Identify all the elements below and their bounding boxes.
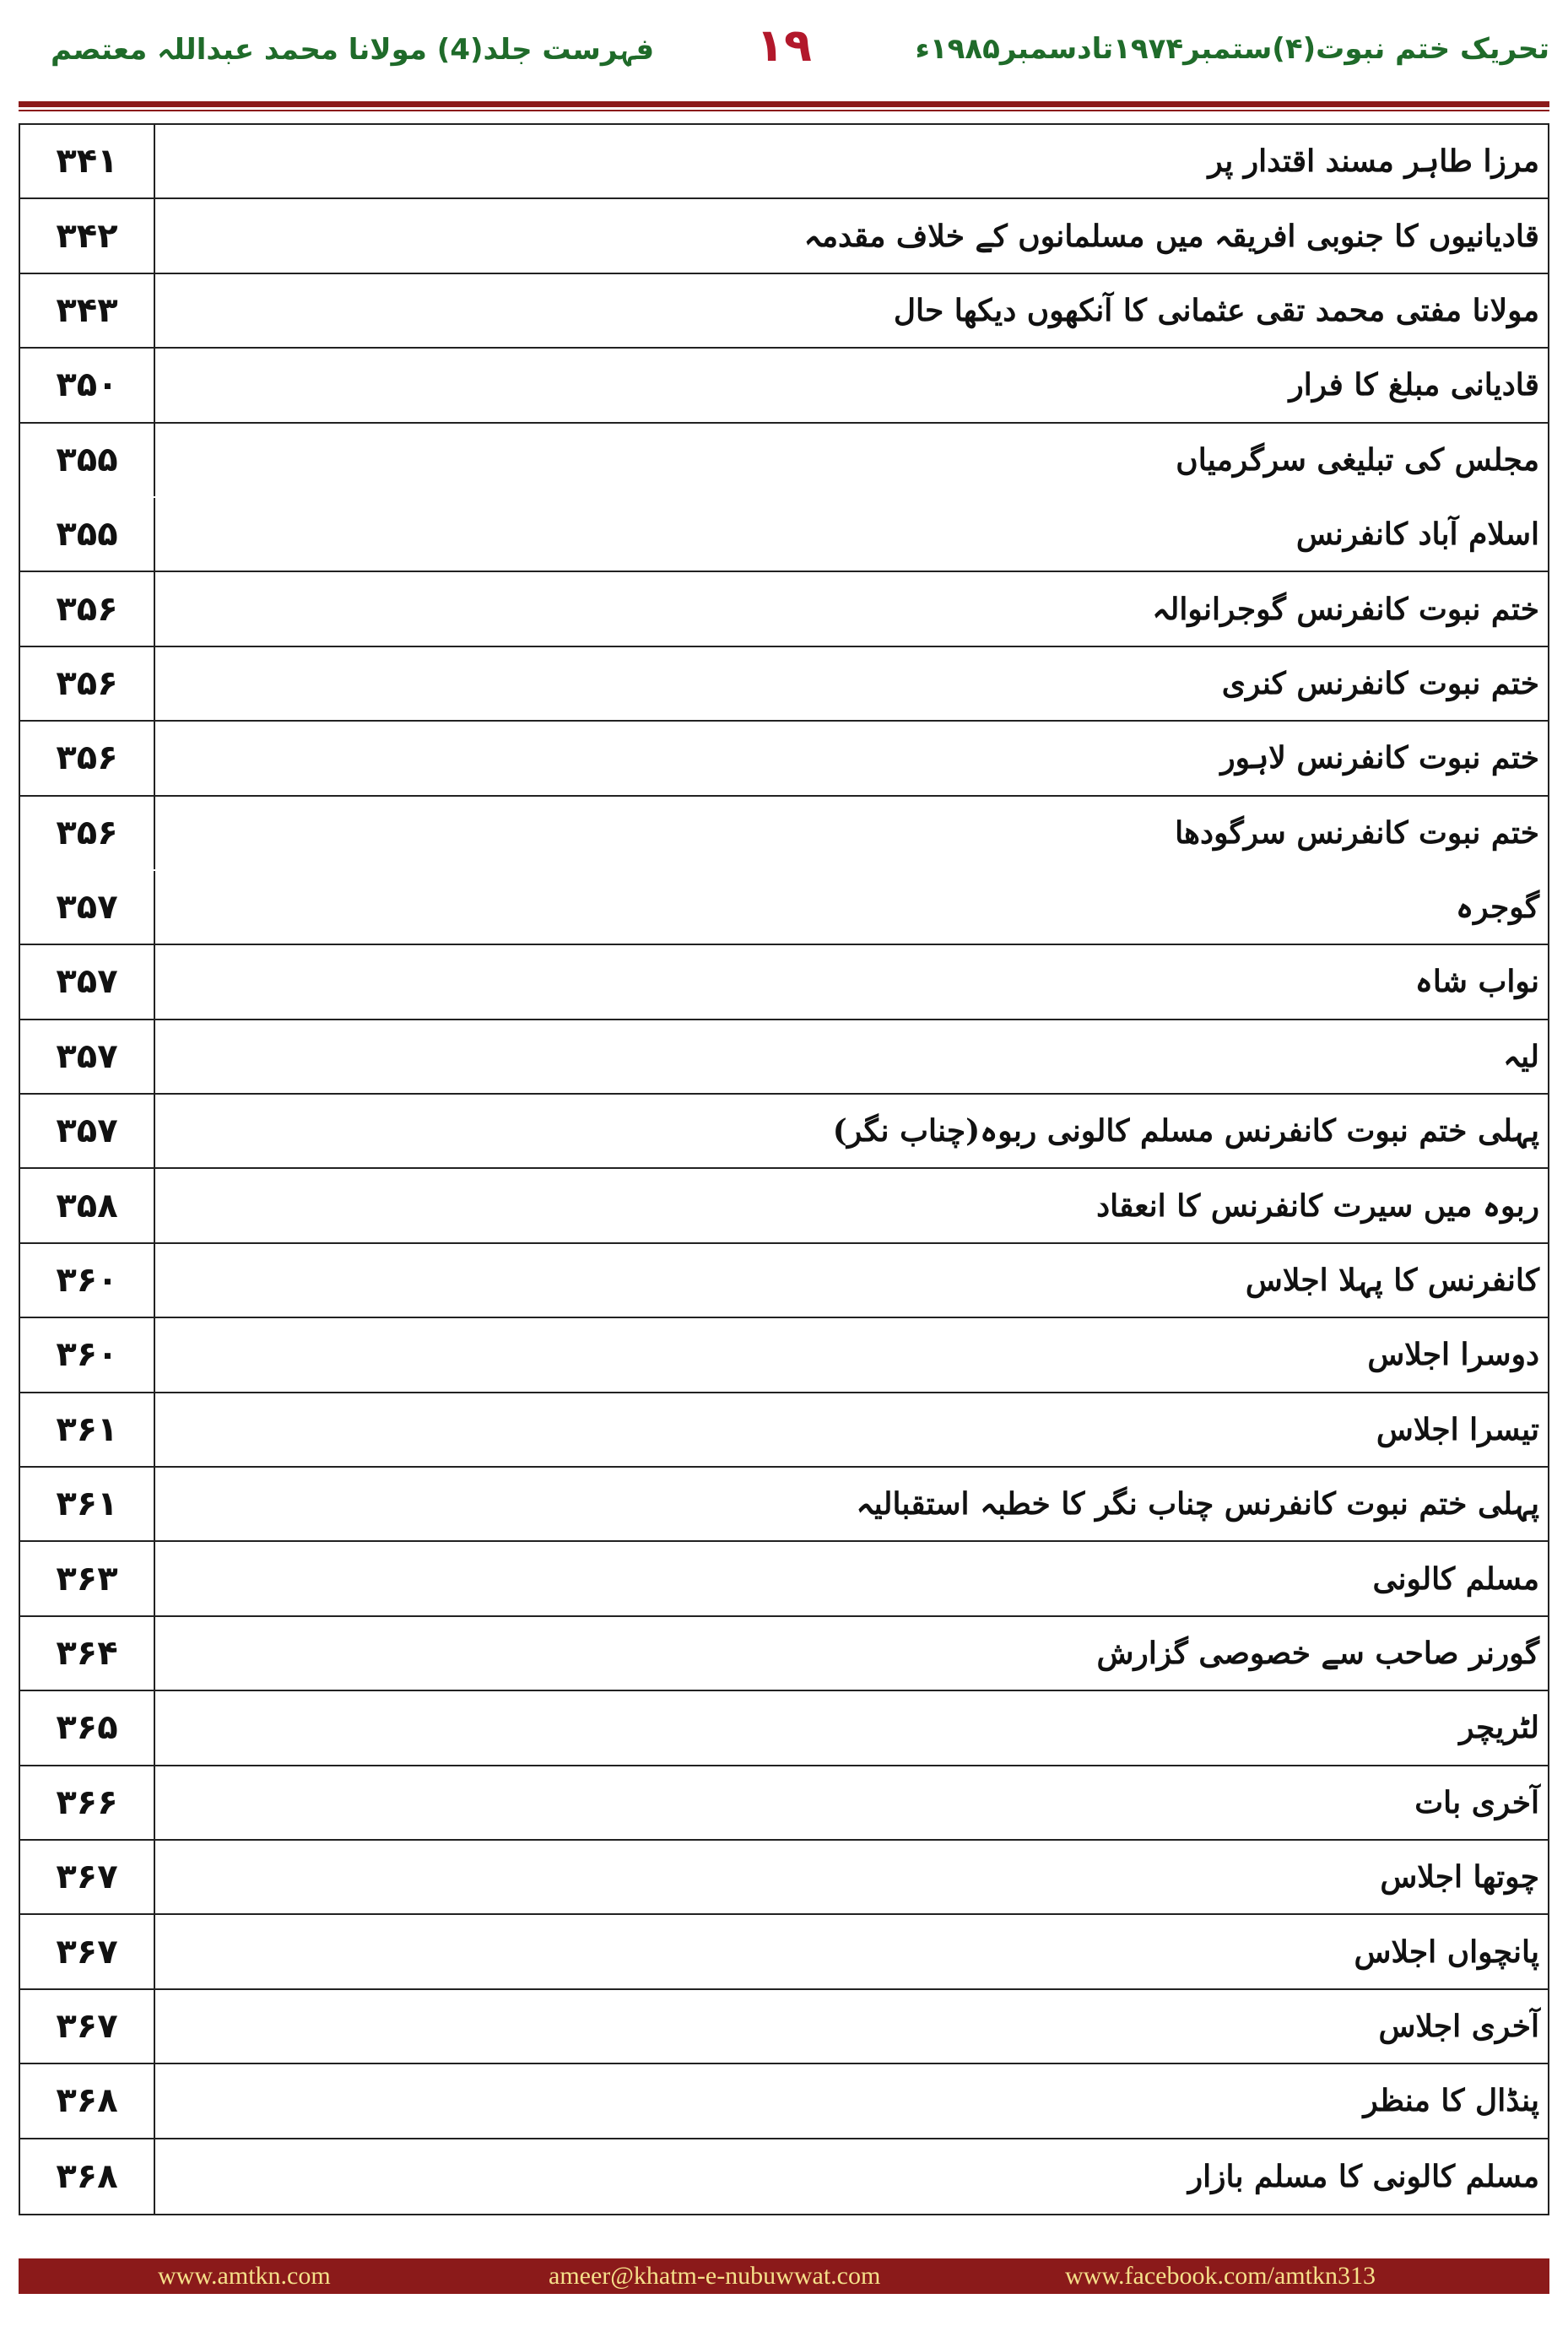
toc-page-number: ۳۶۱: [20, 1468, 155, 1540]
toc-page-number: ۳۶۰: [20, 1244, 155, 1317]
toc-entry-title: مولانا مفتی محمد تقی عثمانی کا آنکھوں دیکھا حال: [893, 292, 1539, 328]
website-link[interactable]: www.amtkn.com: [158, 2262, 331, 2290]
page-header: [0, 0, 1568, 101]
toc-entry-title: تیسرا اجلاس: [1376, 1411, 1539, 1447]
table-row: [20, 424, 1548, 498]
toc-entry-title: کانفرنس کا پہلا اجلاس: [1245, 1263, 1539, 1299]
toc-entry-title: قادیانیوں کا جنوبی افریقہ میں مسلمانوں کے خلاف مقدمہ: [803, 218, 1539, 254]
table-row: [20, 1468, 1548, 1542]
toc-page-number: ۳۴۳: [20, 274, 155, 347]
header-divider-thin: [19, 110, 1549, 111]
table-row: [20, 125, 1548, 199]
toc-page-number: ۳۵۶: [20, 572, 155, 645]
toc-page-number: ۳۶۷: [20, 1841, 155, 1913]
table-row: [20, 572, 1548, 646]
index-volume-title: فہرست جلد(4) مولانا محمد عبداللہ معتصم: [51, 33, 655, 67]
toc-page-number: ۳۵۵: [20, 498, 155, 571]
toc-entry-title: نواب شاہ: [1414, 964, 1539, 1000]
toc-entry-title: آخری اجلاس: [1378, 2008, 1539, 2044]
toc-entry-title: پہلی ختم نبوت کانفرنس چناب نگر کا خطبہ استقبالیہ: [856, 1486, 1539, 1523]
toc-page-number: ۳۵۵: [20, 424, 155, 496]
table-row: [20, 1020, 1548, 1095]
table-row: [20, 199, 1548, 273]
toc-page-number: ۳۶۸: [20, 2139, 155, 2214]
toc-page-number: ۳۵۸: [20, 1169, 155, 1241]
table-row: [20, 1542, 1548, 1616]
toc-entry-title: پانچواں اجلاس: [1354, 1934, 1539, 1970]
toc-page-number: ۳۵۶: [20, 797, 155, 869]
toc-page-number: ۳۶۴: [20, 1617, 155, 1690]
toc-entry-title: قادیانی مبلغ کا فرار: [1289, 367, 1539, 403]
toc-entry-title: ربوہ میں سیرت کانفرنس کا انعقاد: [1096, 1187, 1539, 1224]
table-row: [20, 1244, 1548, 1318]
page-footer: [19, 2258, 1549, 2294]
table-row: [20, 1691, 1548, 1766]
toc-page-number: ۳۵۶: [20, 647, 155, 720]
toc-page-number: ۳۵۰: [20, 349, 155, 421]
toc-page-number: ۳۴۱: [20, 125, 155, 197]
facebook-link[interactable]: www.facebook.com/amtkn313: [1065, 2262, 1376, 2290]
toc-entry-title: دوسرا اجلاس: [1367, 1337, 1539, 1373]
toc-page-number: ۳۴۲: [20, 199, 155, 272]
table-row: [20, 1841, 1548, 1915]
table-row: [20, 498, 1548, 572]
toc-page-number: ۳۵۶: [20, 722, 155, 794]
toc-page-number: ۳۶۵: [20, 1691, 155, 1764]
header-divider: [19, 101, 1549, 107]
table-row: [20, 1990, 1548, 2064]
table-row: [20, 1169, 1548, 1243]
toc-page-number: ۳۵۷: [20, 945, 155, 1018]
email-link[interactable]: ameer@khatm-e-nubuwwat.com: [549, 2262, 881, 2290]
table-row: [20, 1915, 1548, 1989]
toc-page-number: ۳۶۶: [20, 1766, 155, 1839]
table-row: [20, 722, 1548, 796]
toc-entry-title: لیہ: [1503, 1038, 1539, 1074]
table-row: [20, 1617, 1548, 1691]
toc-page-number: ۳۵۷: [20, 1020, 155, 1093]
table-row: [20, 797, 1548, 871]
toc-entry-title: مسلم کالونی کا مسلم بازار: [1187, 2158, 1539, 2194]
table-row: [20, 871, 1548, 945]
table-row: [20, 274, 1548, 349]
toc-page-number: ۳۵۷: [20, 871, 155, 944]
toc-entry-title: چوتھا اجلاس: [1380, 1859, 1539, 1896]
toc-entry-title: اسلام آباد کانفرنس: [1295, 517, 1539, 553]
toc-entry-title: ختم نبوت کانفرنس سرگودھا: [1175, 814, 1539, 851]
toc-entry-title: ختم نبوت کانفرنس گوجرانوالہ: [1152, 591, 1539, 627]
toc-page-number: ۳۶۷: [20, 1915, 155, 1988]
toc-entry-title: ختم نبوت کانفرنس کنری: [1221, 665, 1539, 701]
toc-page-number: ۳۶۱: [20, 1393, 155, 1466]
toc-entry-title: پنڈال کا منظر: [1363, 2083, 1539, 2119]
toc-page-number: ۳۶۳: [20, 1542, 155, 1615]
toc-entry-title: گورنر صاحب سے خصوصی گزارش: [1096, 1636, 1539, 1671]
toc-entry-title: گوجرہ: [1456, 890, 1539, 926]
toc-page-number: ۳۶۸: [20, 2064, 155, 2137]
toc-entry-title: پہلی ختم نبوت کانفرنس مسلم کالونی ربوہ(چناب نگر): [832, 1113, 1539, 1149]
toc-entry-title: مرزا طاہر مسند اقتدار پر: [1208, 143, 1539, 180]
toc-page-number: ۳۶۰: [20, 1318, 155, 1391]
table-row: [20, 945, 1548, 1020]
table-row: [20, 1766, 1548, 1841]
table-of-contents: [19, 123, 1549, 2215]
table-row: [20, 1393, 1548, 1468]
toc-entry-title: ختم نبوت کانفرنس لاہور: [1220, 740, 1539, 776]
toc-entry-title: مجلس کی تبلیغی سرگرمیاں: [1176, 441, 1539, 478]
table-row: [20, 1318, 1548, 1393]
toc-entry-title: مسلم کالونی: [1372, 1560, 1539, 1597]
table-row: [20, 1095, 1548, 1169]
toc-page-number: ۳۵۷: [20, 1095, 155, 1167]
table-row: [20, 349, 1548, 423]
table-row: [20, 2139, 1548, 2214]
toc-page-number: ۳۶۷: [20, 1990, 155, 2063]
toc-entry-title: لٹریچر: [1459, 1710, 1539, 1746]
page-number: ۱۹: [756, 19, 812, 72]
table-row: [20, 2064, 1548, 2139]
toc-entry-title: آخری بات: [1414, 1784, 1539, 1820]
table-row: [20, 647, 1548, 722]
book-title: تحریک ختم نبوت(۴)ستمبر۱۹۷۴تادسمبر۱۹۸۵ء: [915, 32, 1549, 66]
